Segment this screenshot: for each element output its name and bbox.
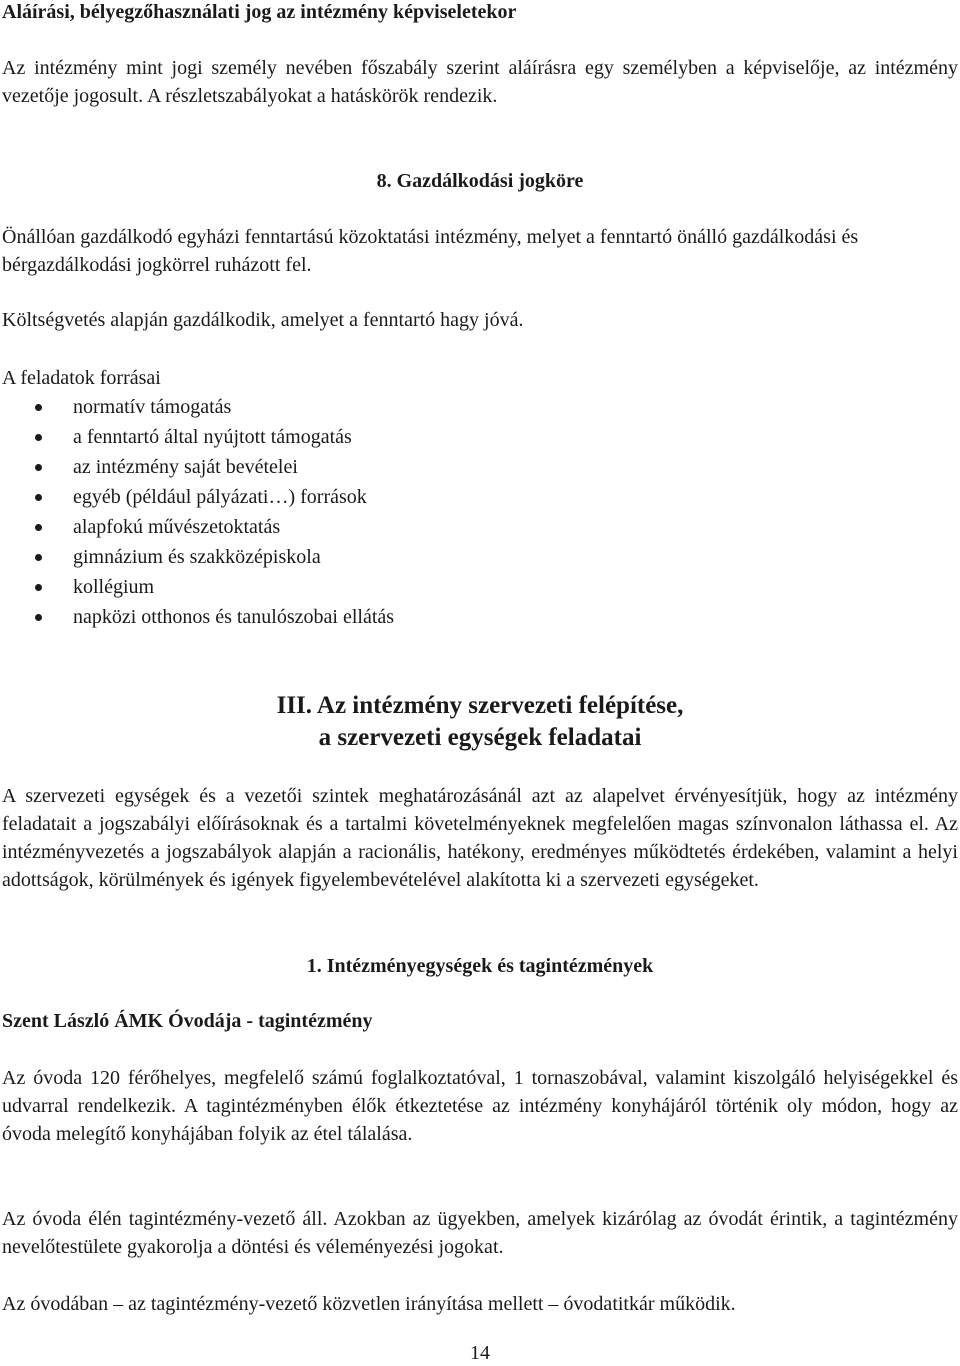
list-item	[2, 512, 394, 542]
list-item-label: napközi otthonos és tanulószobai ellátás	[73, 606, 395, 628]
kindergarten-text-2: Az óvoda élén tagintézmény-vezető áll. Azokban az ügyekben, amelyek kizárólag az óvodát érintik, a tagintézmény nevelőtestülete gyakorolja a döntési és véleményezési jogokat.	[2, 1208, 958, 1258]
list-item-label: a fenntartó által nyújtott támogatás	[73, 426, 352, 448]
bullet-icon	[35, 464, 42, 471]
list-item	[2, 542, 394, 572]
list-item-label: egyéb (például pályázati…) források	[73, 486, 367, 508]
list-item	[2, 422, 394, 452]
bullet-icon	[35, 584, 42, 591]
units-heading: 1. Intézményegységek és tagintézmények	[306, 955, 654, 977]
kindergarten-text-3: Az óvodában – az tagintézmény-vezető közvetlen irányítása mellett – óvodatitkár működik.	[2, 1293, 736, 1315]
org-structure-text: A szervezeti egységek és a vezetői szintek meghatározásánál azt az alapelvet érvényesítjük, hogy az intézmény feladatait a jogszabályi előírásoknak és a tartalmi követelményeknek megfelelően magas színvonalon láthassa el. Az intézményvezetés a jogszabályok alapján a racionális, hatékony, eredményes működtetés érdekében, valamint a helyi adottságok, körülmények és igények figyelembevételével alakította ki a szervezeti egységeket.	[2, 785, 958, 891]
list-item-label: az intézmény saját bevételei	[73, 456, 298, 478]
sources-label: A feladatok forrásai	[2, 367, 161, 389]
bullet-icon	[35, 494, 42, 501]
kindergarten-heading: Szent László ÁMK Óvodája - tagintézmény	[2, 1010, 373, 1032]
finance-heading: 8. Gazdálkodási jogköre	[376, 170, 584, 192]
bullet-icon	[35, 614, 42, 621]
page-number: 14	[470, 1342, 490, 1364]
list-item-label: alapfokú művészetoktatás	[73, 516, 281, 538]
bullet-icon	[35, 434, 42, 441]
signature-rights-text: Az intézmény mint jogi személy nevében főszabály szerint aláírásra egy személyben a képviselője, az intézmény vezetője jogosult. A részletszabályokat a hatáskörök rendezik.	[2, 57, 958, 107]
list-item	[2, 602, 394, 632]
sources-list	[2, 392, 394, 632]
list-item-label: normatív támogatás	[73, 396, 232, 418]
kindergarten-text-1: Az óvoda 120 férőhelyes, megfelelő számú foglalkoztatóval, 1 tornaszobával, valamint kiszolgáló helyiségekkel és udvarral rendelkezik. A tagintézményben élők étkeztetése az intézmény konyhájáról történik oly módon, hogy az óvoda melegítő konyhájában folyik az étel tálalása.	[2, 1067, 958, 1145]
section-title-line1: III. Az intézmény szervezeti felépítése,	[276, 692, 684, 719]
list-item	[2, 482, 394, 512]
finance-text-1: Önállóan gazdálkodó egyházi fenntartású közoktatási intézmény, melyet a fenntartó önálló gazdálkodási és bérgazdálkodási jogkörrel ruházott fel.	[2, 226, 859, 276]
bullet-icon	[35, 554, 42, 561]
list-item	[2, 572, 394, 602]
list-item-label: gimnázium és szakközépiskola	[73, 546, 321, 568]
section-title-line2: a szervezeti egységek feladatai	[318, 724, 642, 751]
list-item	[2, 392, 394, 422]
finance-text-2: Költségvetés alapján gazdálkodik, amelyet a fenntartó hagy jóvá.	[2, 309, 524, 331]
bullet-icon	[35, 404, 42, 411]
list-item-label: kollégium	[73, 576, 155, 598]
list-item	[2, 452, 394, 482]
signature-rights-heading: Aláírási, bélyegzőhasználati jog az intézmény képviseletekor	[2, 1, 517, 23]
bullet-icon	[35, 524, 42, 531]
